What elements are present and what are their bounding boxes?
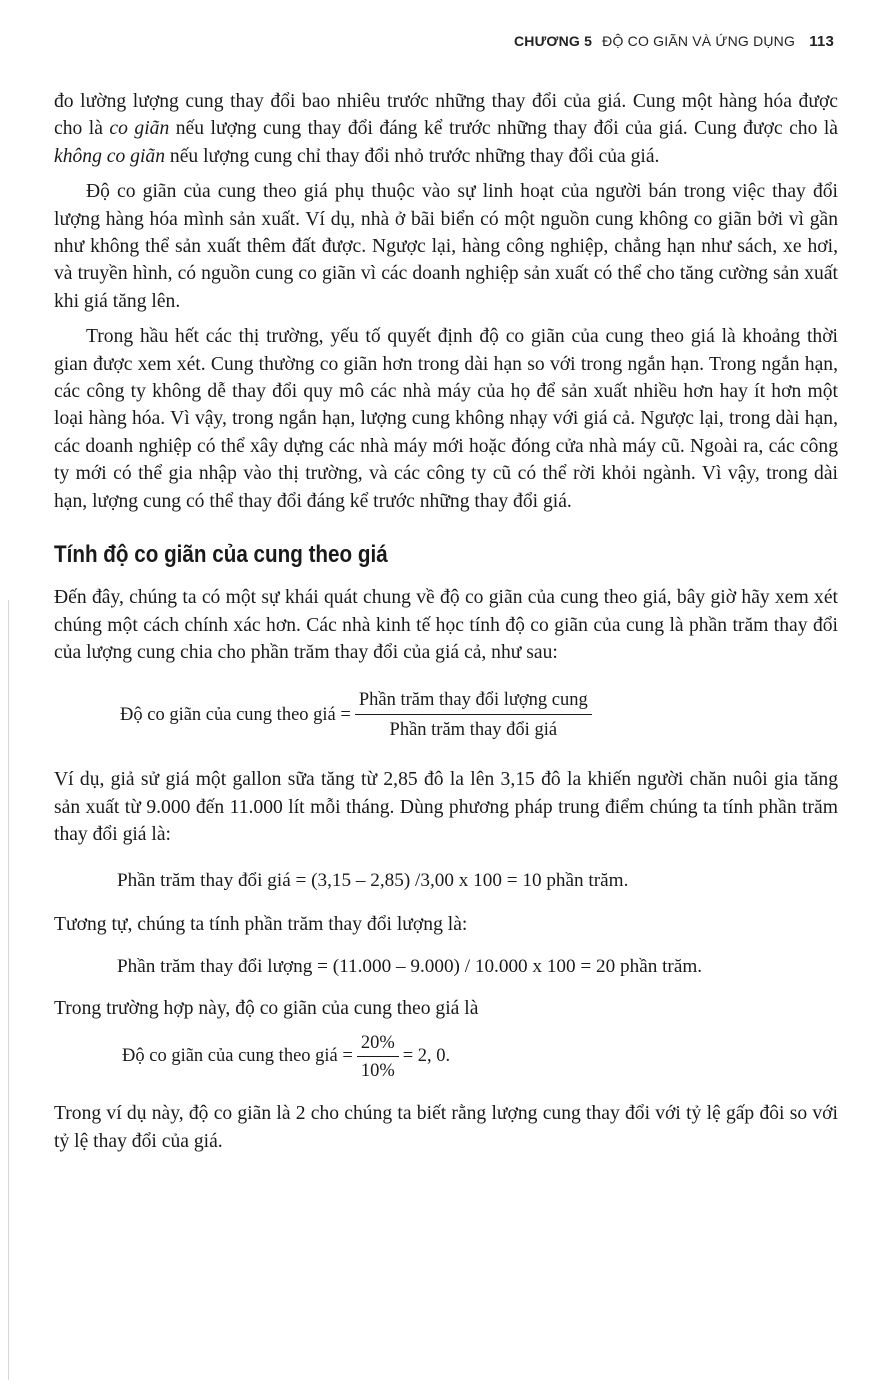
paragraph-7: Trong trường hợp này, độ co giãn của cung theo giá là (54, 997, 479, 1019)
price-change-equation: Phần trăm thay đổi giá = (3,15 – 2,85) /3,00 x 100 = 10 phần trăm. (117, 869, 629, 891)
result-lhs: Độ co giãn của cung theo giá = (122, 1046, 353, 1067)
page-body (54, 88, 838, 1155)
chapter-title: ĐỘ CO GIÃN VÀ ỨNG DỤNG (602, 33, 796, 49)
formula-numerator: Phần trăm thay đổi lượng cung (355, 688, 592, 715)
paragraph-5: Ví dụ, giả sử giá một gallon sữa tăng từ 2,85 đô la lên 3,15 đô la khiến người chăn nuôi gia tăng sản xuất từ 9.000 đến 11.000 lít mỗi tháng. Dùng phương pháp trung điểm chúng ta tính phần trăm thay đổi giá là: (54, 769, 838, 846)
page-number: 113 (809, 33, 834, 50)
result-rhs: = 2, 0. (402, 1046, 451, 1067)
para1-text-c: nếu lượng cung chỉ thay đổi nhỏ trước những thay đổi của giá. (165, 145, 660, 167)
elasticity-result-formula (122, 1032, 838, 1082)
running-header (514, 33, 834, 50)
section-heading: Tính độ co giãn của cung theo giá (54, 541, 388, 569)
term-elastic: co giãn (109, 118, 170, 140)
result-numerator: 20% (357, 1032, 399, 1057)
result-denominator: 10% (360, 1061, 395, 1082)
result-fraction (357, 1032, 399, 1082)
formula-lhs: Độ co giãn của cung theo giá = (120, 704, 351, 725)
paragraph-2: Độ co giãn của cung theo giá phụ thuộc vào sự linh hoạt của người bán trong việc thay đổi lượng hàng hóa mình sản xuất. Ví dụ, nhà ở bãi biển có một nguồn cung không co giãn bởi vì gần như không thể sản xuất thêm đất được. Ngược lại, hàng công nghiệp, chẳng hạn như sách, xe hơi, và truyền hình, có nguồn cung co giãn vì các doanh nghiệp sản xuất có thể cho tăng cường sản xuất khi giá tăng lên. (54, 181, 838, 312)
formula-denominator: Phần trăm thay đổi giá (389, 720, 558, 741)
page-edge-shadow (8, 600, 9, 1380)
para1-text-a: đo lường lượng cung thay đổi bao nhiêu trước những thay đổi của giá. Cung một hàng hóa được cho là (54, 91, 838, 140)
chapter-label: CHƯƠNG 5 (514, 33, 593, 49)
formula-fraction (355, 688, 592, 742)
paragraph-4: Đến đây, chúng ta có một sự khái quát chung về độ co giãn của cung theo giá, bây giờ hãy xem xét chúng một cách chính xác hơn. Các nhà kinh tế học tính độ co giãn của cung là phần trăm thay đổi của lượng cung chia cho phần trăm thay đổi của giá cả, như sau: (54, 587, 838, 663)
para1-text-b: nếu lượng cung thay đổi đáng kể trước những thay đổi của giá. Cung được cho là (169, 118, 838, 140)
term-inelastic: không co giãn (54, 145, 166, 167)
paragraph-3: Trong hầu hết các thị trường, yếu tố quyết định độ co giãn của cung theo giá là khoảng thời gian được xem xét. Cung thường co giãn hơn trong dài hạn so với trong ngắn hạn. Trong ngắn hạn, các công ty không dễ thay đổi quy mô các nhà máy của họ để sản xuất nhiều hơn hay ít hơn một loại hàng hóa. Vì vậy, trong ngắn hạn, lượng cung không nhạy với giá cả. Ngược lại, trong dài hạn, các doanh nghiệp có thể xây dựng các nhà máy mới hoặc đóng cửa nhà máy cũ. Ngoài ra, các công ty mới có thể gia nhập vào thị trường, và các công ty cũ có thể rời khỏi ngành. Vì vậy, trong dài hạn, lượng cung có thể thay đổi đáng kể trước những thay đổi giá. (54, 326, 838, 512)
paragraph-1 (54, 88, 838, 170)
quantity-change-equation: Phần trăm thay đổi lượng = (11.000 – 9.000) / 10.000 x 100 = 20 phần trăm. (117, 956, 703, 978)
elasticity-formula (120, 688, 838, 742)
paragraph-6: Tương tự, chúng ta tính phần trăm thay đổi lượng là: (54, 913, 468, 935)
paragraph-8: Trong ví dụ này, độ co giãn là 2 cho chúng ta biết rằng lượng cung thay đổi với tỷ lệ gấp đôi so với tỷ lệ thay đổi của giá. (54, 1103, 838, 1152)
